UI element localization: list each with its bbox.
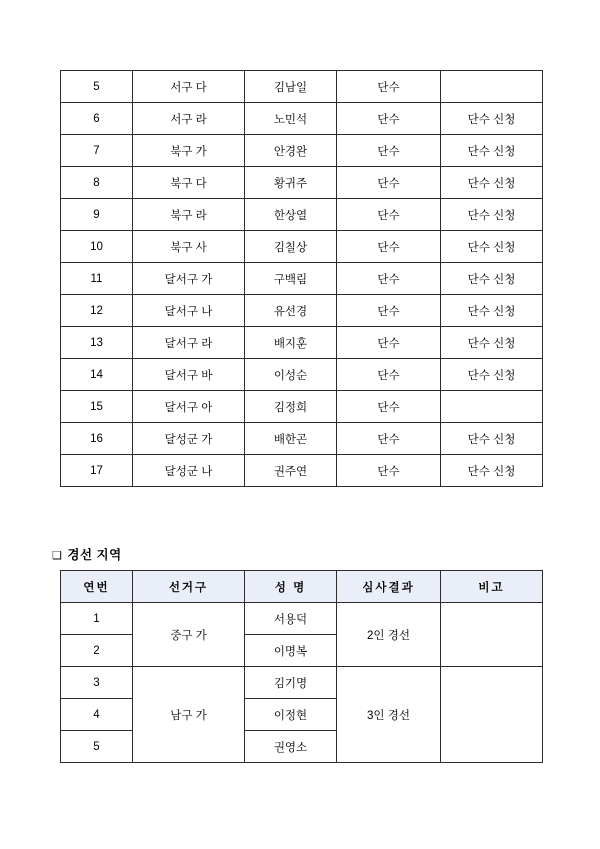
- cell-note: 단수 신청: [441, 231, 543, 263]
- cell-district: 남구 가: [133, 667, 245, 763]
- cell-note: [441, 667, 543, 763]
- cell-note: [441, 391, 543, 423]
- cell-result: 단수: [337, 167, 441, 199]
- cell-district: 달성군 나: [133, 455, 245, 487]
- cell-note: 단수 신청: [441, 167, 543, 199]
- column-header-no: 연번: [61, 571, 133, 603]
- column-header-note: 비고: [441, 571, 543, 603]
- cell-result: 2인 경선: [337, 603, 441, 667]
- cell-no: 10: [61, 231, 133, 263]
- cell-name: 이명복: [245, 635, 337, 667]
- table-row: [61, 263, 543, 295]
- cell-name: 김칠상: [245, 231, 337, 263]
- cell-no: 16: [61, 423, 133, 455]
- cell-no: 12: [61, 295, 133, 327]
- column-header-name: 성 명: [245, 571, 337, 603]
- cell-district: 북구 다: [133, 167, 245, 199]
- cell-result: 단수: [337, 231, 441, 263]
- cell-name: 구백림: [245, 263, 337, 295]
- cell-result: 단수: [337, 391, 441, 423]
- table-row: [61, 423, 543, 455]
- cell-district: 달서구 가: [133, 263, 245, 295]
- cell-note: 단수 신청: [441, 135, 543, 167]
- single-candidate-table-continued: [60, 70, 542, 487]
- cell-name: 권영소: [245, 731, 337, 763]
- cell-no: 8: [61, 167, 133, 199]
- column-header-district: 선거구: [133, 571, 245, 603]
- cell-result: 단수: [337, 359, 441, 391]
- cell-name: 김정희: [245, 391, 337, 423]
- cell-name: 이정현: [245, 699, 337, 731]
- table-row: [61, 199, 543, 231]
- cell-name: 안경완: [245, 135, 337, 167]
- cell-name: 서용덕: [245, 603, 337, 635]
- cell-result: 단수: [337, 103, 441, 135]
- cell-no: 7: [61, 135, 133, 167]
- cell-no: 3: [61, 667, 133, 699]
- table-row: [61, 667, 543, 699]
- cell-no: 4: [61, 699, 133, 731]
- table-header-row: [61, 571, 543, 603]
- cell-district: 북구 사: [133, 231, 245, 263]
- cell-district: 달서구 라: [133, 327, 245, 359]
- cell-result: 단수: [337, 199, 441, 231]
- table-row: [61, 359, 543, 391]
- cell-district: 서구 다: [133, 71, 245, 103]
- cell-note: 단수 신청: [441, 327, 543, 359]
- cell-note: [441, 71, 543, 103]
- cell-note: [441, 603, 543, 667]
- table-row: [61, 231, 543, 263]
- section-bullet-icon: ❑: [52, 550, 63, 562]
- cell-name: 김남일: [245, 71, 337, 103]
- cell-no: 13: [61, 327, 133, 359]
- cell-note: 단수 신청: [441, 455, 543, 487]
- table-row: [61, 135, 543, 167]
- cell-result: 단수: [337, 295, 441, 327]
- cell-district: 달성군 가: [133, 423, 245, 455]
- cell-no: 15: [61, 391, 133, 423]
- cell-note: 단수 신청: [441, 263, 543, 295]
- cell-name: 이성순: [245, 359, 337, 391]
- primary-election-table: [60, 570, 542, 763]
- cell-result: 단수: [337, 423, 441, 455]
- cell-no: 1: [61, 603, 133, 635]
- table-row: [61, 603, 543, 635]
- column-header-result: 심사결과: [337, 571, 441, 603]
- cell-no: 2: [61, 635, 133, 667]
- cell-no: 17: [61, 455, 133, 487]
- section-title: 경선 지역: [67, 548, 122, 562]
- cell-district: 달서구 나: [133, 295, 245, 327]
- cell-district: 달서구 바: [133, 359, 245, 391]
- cell-district: 서구 라: [133, 103, 245, 135]
- cell-result: 단수: [337, 455, 441, 487]
- cell-result: 단수: [337, 135, 441, 167]
- cell-district: 달서구 아: [133, 391, 245, 423]
- table-row: [61, 71, 543, 103]
- section-heading: [52, 545, 122, 563]
- table-row: [61, 103, 543, 135]
- cell-no: 5: [61, 731, 133, 763]
- table-row: [61, 295, 543, 327]
- cell-note: 단수 신청: [441, 423, 543, 455]
- cell-result: 단수: [337, 263, 441, 295]
- cell-result: 단수: [337, 327, 441, 359]
- table-top: [60, 70, 543, 487]
- cell-result: 3인 경선: [337, 667, 441, 763]
- cell-no: 11: [61, 263, 133, 295]
- cell-no: 5: [61, 71, 133, 103]
- cell-district: 중구 가: [133, 603, 245, 667]
- table-row: [61, 455, 543, 487]
- table-bottom: [60, 570, 543, 763]
- cell-name: 노민석: [245, 103, 337, 135]
- cell-name: 김기명: [245, 667, 337, 699]
- table-row: [61, 391, 543, 423]
- cell-name: 유선경: [245, 295, 337, 327]
- cell-name: 권주연: [245, 455, 337, 487]
- cell-no: 9: [61, 199, 133, 231]
- cell-result: 단수: [337, 71, 441, 103]
- cell-note: 단수 신청: [441, 295, 543, 327]
- cell-note: 단수 신청: [441, 103, 543, 135]
- table-row: [61, 167, 543, 199]
- cell-district: 북구 라: [133, 199, 245, 231]
- cell-note: 단수 신청: [441, 359, 543, 391]
- cell-name: 한상열: [245, 199, 337, 231]
- cell-no: 6: [61, 103, 133, 135]
- cell-name: 황귀주: [245, 167, 337, 199]
- cell-name: 배지훈: [245, 327, 337, 359]
- table-row: [61, 327, 543, 359]
- cell-note: 단수 신청: [441, 199, 543, 231]
- cell-no: 14: [61, 359, 133, 391]
- cell-name: 배한곤: [245, 423, 337, 455]
- cell-district: 북구 가: [133, 135, 245, 167]
